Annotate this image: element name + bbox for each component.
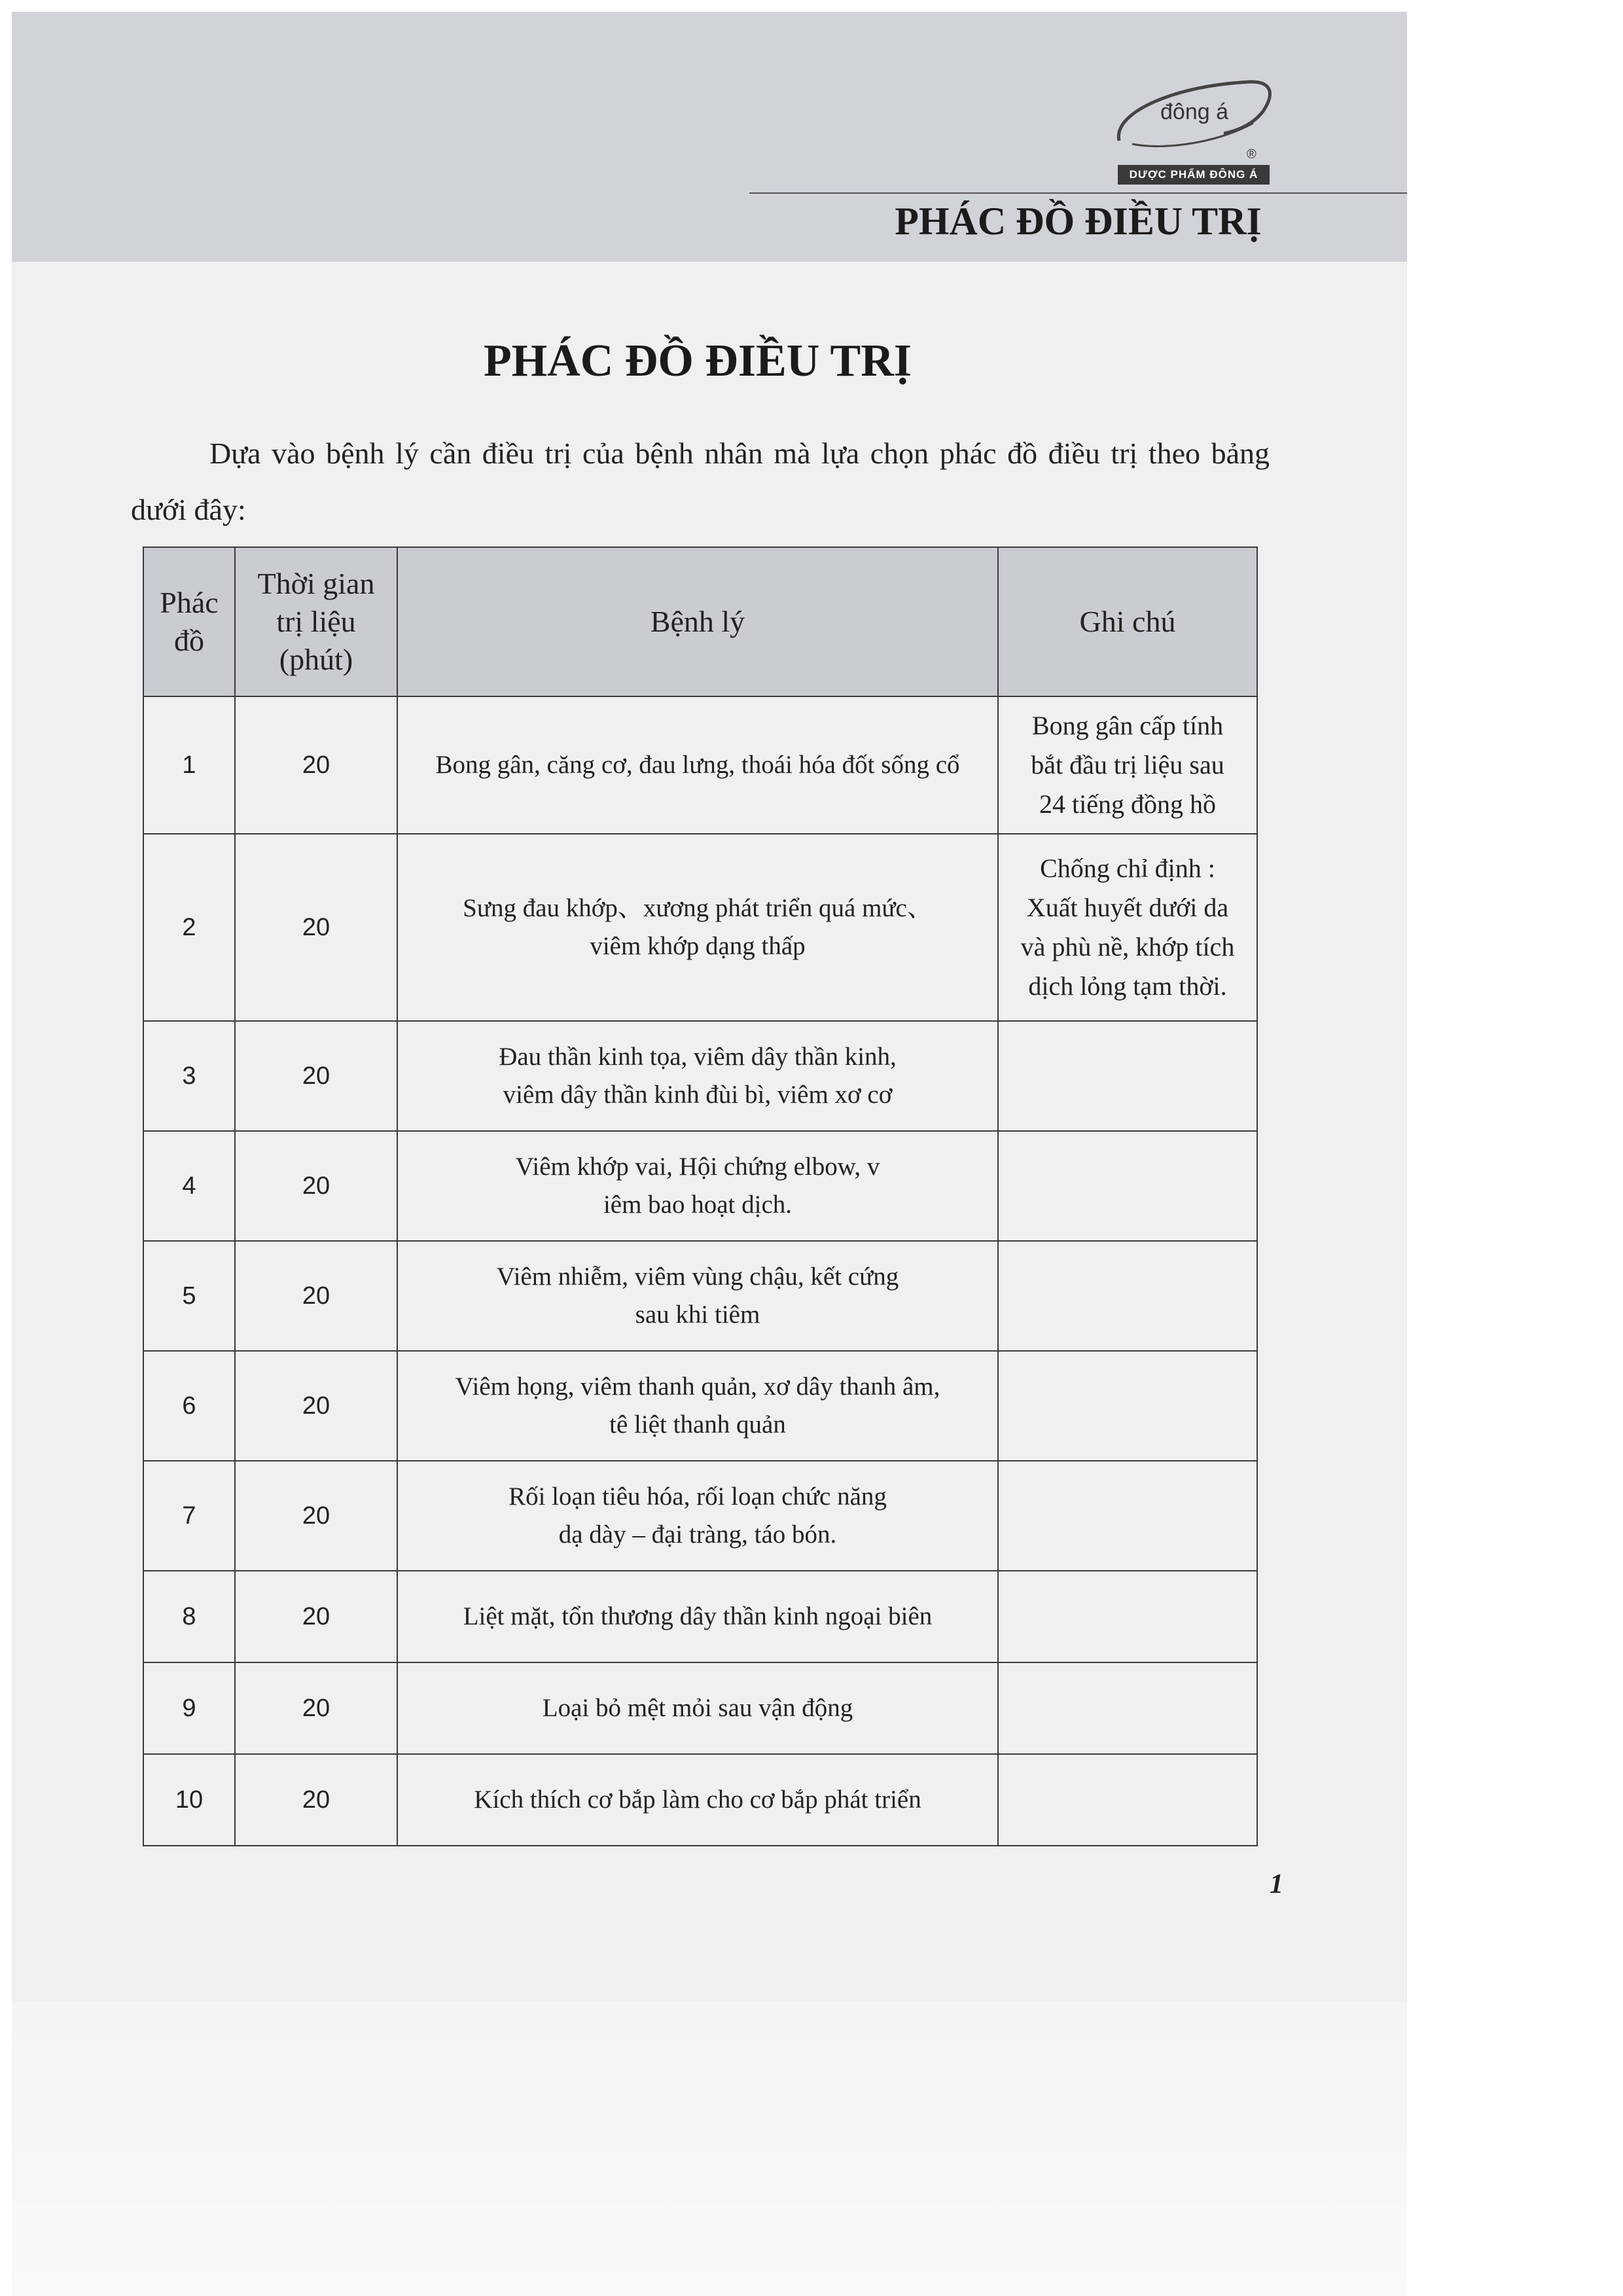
condition-line: Sưng đau khớp、xương phát triển quá mức、 bbox=[463, 894, 933, 922]
table-row bbox=[143, 1021, 1257, 1131]
logo-swoosh-icon bbox=[1106, 65, 1276, 164]
condition-line: Liệt mặt, tổn thương dây thần kinh ngoại biên bbox=[463, 1602, 933, 1630]
table-row bbox=[143, 1131, 1257, 1241]
registered-mark: ® bbox=[1247, 147, 1257, 162]
note-cell bbox=[998, 1241, 1257, 1351]
condition-line: iêm bao hoạt dịch. bbox=[603, 1191, 793, 1219]
treatment-regimen-table bbox=[143, 547, 1258, 1846]
header-duration-line: (phút) bbox=[279, 643, 353, 676]
note-line: bắt đầu trị liệu sau bbox=[1031, 750, 1224, 780]
note-line: Xuất huyết dưới da bbox=[1026, 893, 1229, 922]
note-cell bbox=[998, 1571, 1257, 1662]
condition-cell bbox=[397, 1571, 998, 1662]
header-divider bbox=[749, 192, 1407, 194]
regimen-cell: 7 bbox=[143, 1461, 235, 1571]
table-row bbox=[143, 1571, 1257, 1662]
header-regimen bbox=[143, 547, 235, 696]
regimen-cell: 3 bbox=[143, 1021, 235, 1131]
note-line: Bong gân cấp tính bbox=[1031, 711, 1224, 740]
note-line: và phù nề, khớp tích bbox=[1020, 932, 1235, 961]
condition-line: Rối loạn tiêu hóa, rối loạn chức năng bbox=[508, 1482, 887, 1511]
table-row bbox=[143, 696, 1257, 834]
regimen-cell: 9 bbox=[143, 1662, 235, 1754]
condition-line: dạ dày – đại tràng, táo bón. bbox=[558, 1520, 837, 1549]
condition-cell bbox=[397, 1241, 998, 1351]
table-row bbox=[143, 1351, 1257, 1461]
table-header-row bbox=[143, 547, 1257, 696]
condition-cell bbox=[397, 1131, 998, 1241]
condition-line: Đau thần kinh tọa, viêm dây thần kinh, bbox=[499, 1043, 897, 1071]
condition-line: Viêm nhiễm, viêm vùng chậu, kết cứng bbox=[496, 1263, 899, 1291]
page-title: PHÁC ĐỒ ĐIỀU TRỊ bbox=[483, 336, 912, 386]
duration-cell: 20 bbox=[235, 1571, 397, 1662]
condition-cell bbox=[397, 1662, 998, 1754]
note-cell bbox=[998, 1351, 1257, 1461]
regimen-cell: 4 bbox=[143, 1131, 235, 1241]
duration-cell: 20 bbox=[235, 1461, 397, 1571]
condition-line: sau khi tiêm bbox=[635, 1300, 760, 1329]
regimen-cell: 5 bbox=[143, 1241, 235, 1351]
condition-line: Bong gân, căng cơ, đau lưng, thoái hóa đốt sống cổ bbox=[435, 751, 960, 779]
page-bottom-margin bbox=[12, 2001, 1407, 2296]
duration-cell: 20 bbox=[235, 834, 397, 1021]
note-line: dịch lỏng tạm thời. bbox=[1028, 971, 1227, 1001]
header-note: Ghi chú bbox=[998, 547, 1257, 696]
duration-cell: 20 bbox=[235, 696, 397, 834]
note-cell bbox=[998, 1662, 1257, 1754]
header-regimen-line: Phác bbox=[160, 586, 219, 619]
header-duration-line: trị liệu bbox=[276, 605, 356, 638]
duration-cell: 20 bbox=[235, 1021, 397, 1131]
condition-cell bbox=[397, 1351, 998, 1461]
table-row bbox=[143, 1754, 1257, 1846]
condition-line: Kích thích cơ bắp làm cho cơ bắp phát triển bbox=[474, 1785, 921, 1814]
table-row bbox=[143, 1241, 1257, 1351]
condition-cell bbox=[397, 696, 998, 834]
note-line: Chống chỉ định : bbox=[1040, 853, 1215, 883]
header-duration bbox=[235, 547, 397, 696]
condition-line: viêm dây thần kinh đùi bì, viêm xơ cơ bbox=[503, 1081, 893, 1109]
note-cell bbox=[998, 1131, 1257, 1241]
company-banner: DƯỢC PHẨM ĐÔNG Á bbox=[1118, 165, 1270, 185]
note-cell bbox=[998, 1021, 1257, 1131]
note-line: 24 tiếng đồng hồ bbox=[1039, 789, 1216, 819]
header-duration-line: Thời gian bbox=[257, 567, 375, 600]
header-condition: Bệnh lý bbox=[397, 547, 998, 696]
regimen-cell: 8 bbox=[143, 1571, 235, 1662]
condition-line: Viêm họng, viêm thanh quản, xơ dây thanh âm, bbox=[455, 1372, 940, 1401]
page-number: 1 bbox=[1270, 1869, 1283, 1899]
duration-cell: 20 bbox=[235, 1131, 397, 1241]
logo-text: đông á bbox=[1160, 99, 1228, 124]
header-regimen-line: đồ bbox=[174, 624, 204, 657]
regimen-cell: 10 bbox=[143, 1754, 235, 1846]
condition-cell bbox=[397, 1021, 998, 1131]
header-title: PHÁC ĐỒ ĐIỀU TRỊ bbox=[895, 200, 1262, 243]
table-row bbox=[143, 834, 1257, 1021]
dong-a-logo bbox=[1106, 65, 1276, 190]
table-row bbox=[143, 1461, 1257, 1571]
condition-cell bbox=[397, 1754, 998, 1846]
note-cell bbox=[998, 1754, 1257, 1846]
note-cell bbox=[998, 834, 1257, 1021]
condition-cell bbox=[397, 834, 998, 1021]
regimen-cell: 1 bbox=[143, 696, 235, 834]
duration-cell: 20 bbox=[235, 1241, 397, 1351]
condition-line: viêm khớp dạng thấp bbox=[590, 932, 806, 960]
condition-line: Viêm khớp vai, Hội chứng elbow, v bbox=[515, 1153, 880, 1181]
duration-cell: 20 bbox=[235, 1351, 397, 1461]
table-row bbox=[143, 1662, 1257, 1754]
regimen-cell: 2 bbox=[143, 834, 235, 1021]
intro-paragraph: Dựa vào bệnh lý cần điều trị của bệnh nhân mà lựa chọn phác đồ điều trị theo bảng dưới đây: bbox=[131, 437, 1270, 526]
condition-line: Loại bỏ mệt mỏi sau vận động bbox=[542, 1694, 853, 1722]
note-cell bbox=[998, 696, 1257, 834]
condition-line: tê liệt thanh quản bbox=[609, 1410, 786, 1439]
duration-cell: 20 bbox=[235, 1662, 397, 1754]
regimen-cell: 6 bbox=[143, 1351, 235, 1461]
note-cell bbox=[998, 1461, 1257, 1571]
duration-cell: 20 bbox=[235, 1754, 397, 1846]
condition-cell bbox=[397, 1461, 998, 1571]
